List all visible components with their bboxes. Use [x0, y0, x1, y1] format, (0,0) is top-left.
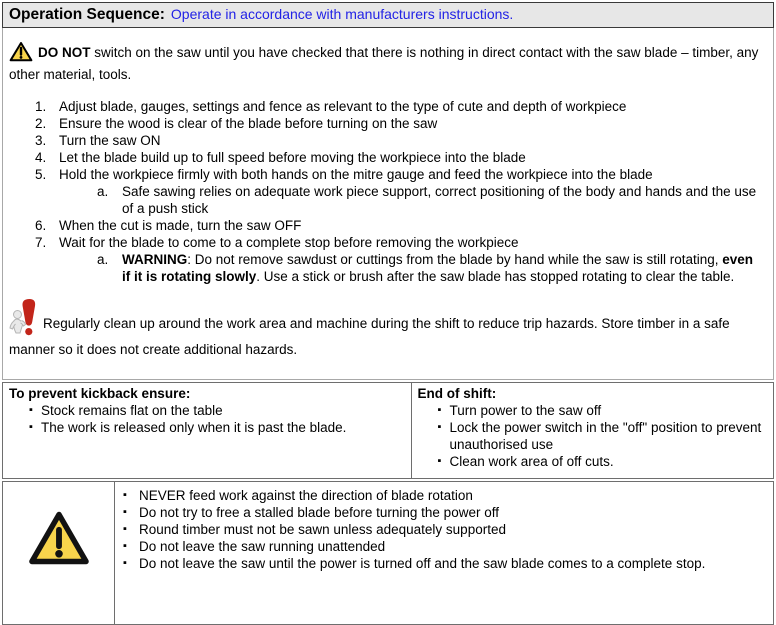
step-number: 6.: [35, 218, 47, 233]
square-bullet-icon: ▪: [437, 404, 442, 416]
step-2: [35, 115, 765, 132]
step-text: Wait for the blade to come to a complete stop before removing the workpiece: [59, 235, 519, 250]
end-of-shift-item: [418, 453, 767, 470]
header-subtitle: Operate in accordance with manufacturers instructions.: [170, 6, 514, 22]
step-number: 5.: [35, 167, 47, 182]
hazard-item-text: Do not try to free a stalled blade before turning the power off: [139, 505, 499, 520]
step-5: [35, 166, 765, 183]
hazard-item-text: Do not leave the saw running unattended: [139, 539, 386, 554]
intro-text: switch on the saw until you have checked that there is nothing in direct contact with the saw blade – timber, any other material, tools.: [9, 45, 759, 82]
square-bullet-icon: ▪: [123, 540, 127, 552]
hazard-list-cell: [115, 482, 774, 625]
square-bullet-icon: ▪: [29, 421, 33, 433]
kickback-item: [9, 402, 405, 419]
step-number: 3.: [35, 133, 47, 148]
do-not-paragraph: [9, 41, 765, 83]
hazard-item: [121, 521, 767, 538]
end-of-shift-item-text: Turn power to the saw off: [449, 403, 602, 418]
step-6: [35, 217, 765, 234]
hazard-item: [121, 504, 767, 521]
square-bullet-icon: ▪: [437, 455, 442, 467]
numbered-steps: [9, 98, 765, 285]
kickback-title: To prevent kickback ensure:: [9, 386, 191, 401]
step-4: [35, 149, 765, 166]
step-text: When the cut is made, turn the saw OFF: [59, 218, 302, 233]
square-bullet-icon: ▪: [123, 489, 127, 501]
hazard-item: [121, 487, 767, 504]
operation-sequence-document: [2, 2, 774, 625]
warning-text: [122, 251, 765, 285]
end-of-shift-item-text: Lock the power switch in the "off" position to prevent unauthorised use: [449, 420, 762, 452]
square-bullet-icon: ▪: [123, 506, 127, 518]
step-number: 1.: [35, 99, 47, 114]
step-text: Turn the saw ON: [59, 133, 161, 148]
end-of-shift-item: [418, 402, 767, 419]
hazard-item-text: Do not leave the saw until the power is turned off and the saw blade comes to a complete stop.: [139, 556, 706, 571]
kickback-item-text: The work is released only when it is past the blade.: [41, 420, 347, 435]
square-bullet-icon: ▪: [123, 557, 127, 569]
hazard-item-text: Round timber must not be sawn unless adequately supported: [139, 522, 506, 537]
step-1: [35, 98, 765, 115]
kickback-cell: [3, 383, 412, 479]
hazard-item: [121, 555, 767, 572]
hazard-warnings-table: [2, 481, 774, 625]
person-exclamation-icon: [9, 297, 39, 341]
step-7: [35, 234, 765, 251]
step-3: [35, 132, 765, 149]
section-header: [2, 2, 774, 28]
step-text: Hold the workpiece firmly with both hands on the mitre gauge and feed the workpiece into the blade: [59, 167, 653, 182]
kickback-item: [9, 419, 405, 436]
warning-label: WARNING: [122, 252, 188, 267]
square-bullet-icon: ▪: [29, 404, 33, 416]
kickback-endofshift-table: [2, 382, 774, 479]
step-text: Let the blade build up to full speed before moving the workpiece into the blade: [59, 150, 526, 165]
warning-text-part1: : Do not remove sawdust or cuttings from the blade by hand while the saw is still rotating,: [187, 252, 723, 267]
large-warning-triangle-icon: [27, 554, 91, 569]
step-text: Safe sawing relies on adequate work piece support, correct positioning of the body and hands and the use of a push stick: [122, 184, 757, 216]
end-of-shift-item-text: Clean work area of off cuts.: [449, 454, 614, 469]
kickback-item-text: Stock remains flat on the table: [41, 403, 223, 418]
step-number: 4.: [35, 150, 47, 165]
hazard-item-text: NEVER feed work against the direction of blade rotation: [139, 488, 473, 503]
page-title: Operation Sequence:: [9, 6, 165, 23]
square-bullet-icon: ▪: [123, 523, 127, 535]
end-of-shift-item: [418, 419, 767, 453]
step-5a: [97, 183, 765, 217]
step-letter: a.: [97, 184, 109, 199]
step-7a-warning: [97, 251, 765, 285]
cleanup-text: Regularly clean up around the work area and machine during the shift to reduce trip hazards. Store timber in a safe manner so it does not create additional hazards.: [9, 316, 730, 357]
hazard-icon-cell: [3, 482, 115, 625]
hazard-item: [121, 538, 767, 555]
warning-triangle-icon: [9, 41, 33, 66]
warning-bold-phrase: even if it is rotating slowly: [122, 252, 754, 284]
do-not-label: DO NOT: [38, 45, 91, 60]
step-text: Adjust blade, gauges, settings and fence as relevant to the type of cute and depth of workpiece: [59, 99, 627, 114]
end-of-shift-cell: [411, 383, 773, 479]
cleanup-paragraph: [9, 297, 765, 358]
square-bullet-icon: ▪: [437, 421, 442, 433]
end-of-shift-title: End of shift:: [417, 386, 497, 401]
step-text: Ensure the wood is clear of the blade before turning on the saw: [59, 116, 438, 131]
step-number: 7.: [35, 235, 47, 250]
step-letter: a.: [97, 252, 109, 267]
instructions-box: [2, 28, 774, 380]
warning-text-part2: . Use a stick or brush after the saw blade has stopped rotating to clear the table.: [256, 269, 735, 284]
step-number: 2.: [35, 116, 47, 131]
